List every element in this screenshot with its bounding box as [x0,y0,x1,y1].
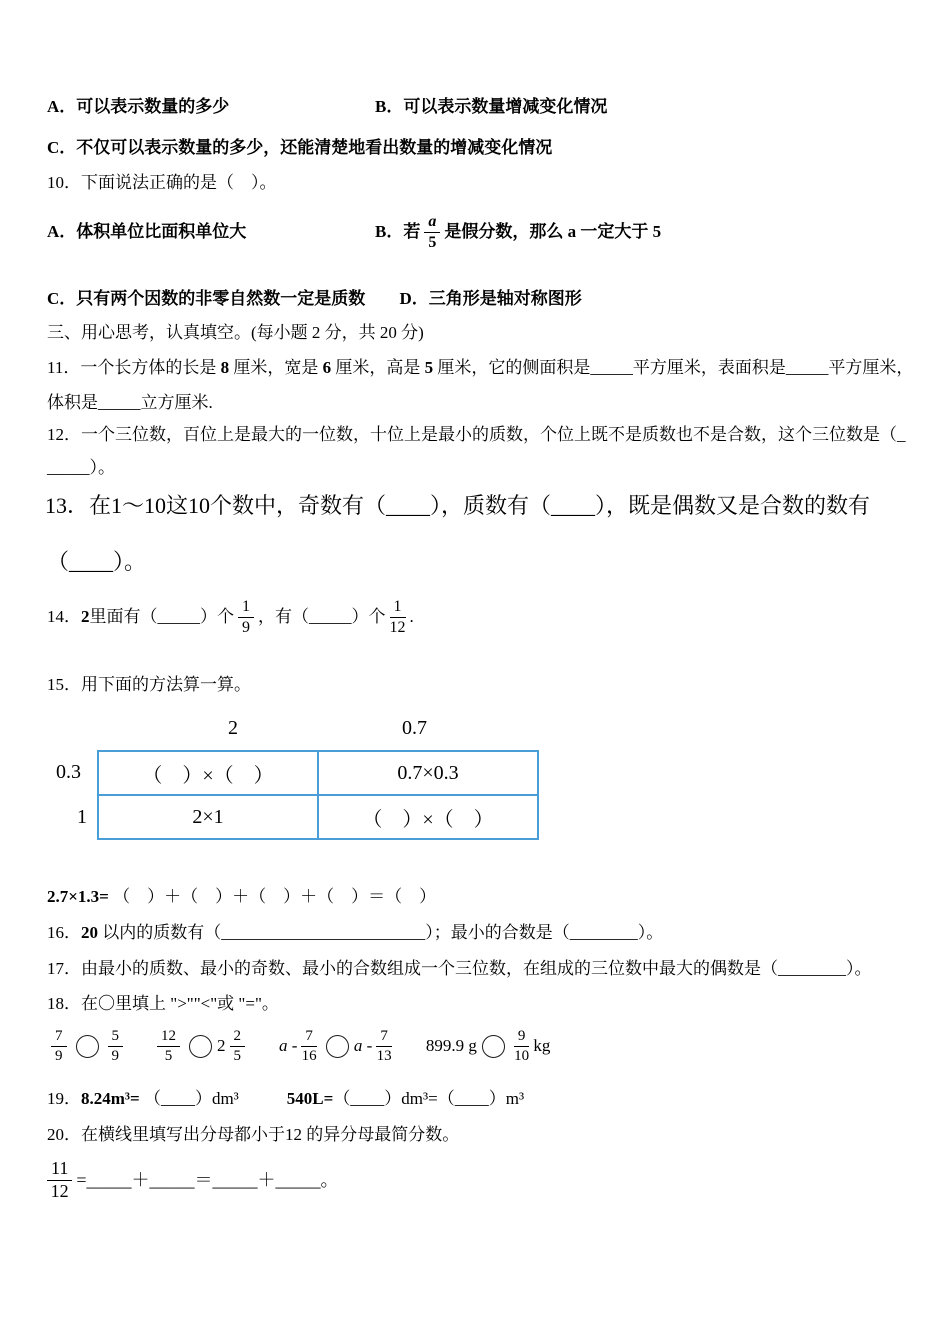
fraction-denominator: 12 [50,1180,69,1201]
fraction-denominator: 9 [55,1047,63,1064]
q10-option-c: C．只有两个因数的非零自然数一定是质数 [47,289,366,308]
q14 [47,591,414,643]
q11-text: 11．一个长方体的长是 [47,358,221,377]
q19-text-2: （____）dm³=（____）m³ [333,1089,525,1108]
q16-number: 16． [47,923,81,942]
q10-option-b-prefix: B．若 [375,222,421,242]
table-row-header-2: 1 [77,806,87,828]
fraction-numerator: 9 [514,1028,530,1047]
q14-period: . [409,607,414,627]
compare-circle [76,1035,99,1058]
q18-cmp3-left-expr: a - [279,1036,298,1056]
q14-text1: 里面有（_____）个 [89,607,234,627]
q11-line2: 体积是_____立方厘米. [47,393,213,412]
fraction-numerator: 7 [376,1028,392,1047]
q11-number-length: 8 [220,358,230,377]
q12-line1: 12．一个三位数，百位上是最大的一位数，十位上是最小的质数，个位上既不是质数也不是合数，这个三位数是（_ [47,425,906,444]
q13-line1: 13．在1～10这10个数中，奇数有（____），质数有（____），既是偶数又是合数的数有 [45,493,871,518]
table-col-header-2: 0.7 [402,717,427,739]
q11-text: 厘米，宽是 [229,358,323,377]
q14-number: 14． [47,607,81,627]
q18-cmp2-left-fraction [157,1028,180,1064]
q18-cmp4-right-fraction [514,1028,530,1064]
q18-cmp4-unit: kg [533,1036,551,1056]
q15-equation-rest: （ ）＋（ ）＋（ ）＋（ ）＝（ ） [113,887,437,906]
q16-value: 20 [81,923,98,942]
q20-fraction [47,1159,72,1202]
fraction-denominator: 13 [376,1047,392,1064]
fraction-numerator: 5 [108,1028,124,1047]
q18-cmp1-right-fraction [108,1028,124,1064]
q17: 17．由最小的质数、最小的奇数、最小的合数组成一个三位数，在组成的三位数中最大的偶数是（________）。 [47,959,872,978]
q14-text2: ，有（_____）个 [258,607,386,627]
q18-cmp2-right-fraction [230,1028,246,1064]
q10-option-b [375,206,661,258]
q11-line1 [47,357,913,378]
fraction-denominator: 16 [301,1047,317,1064]
q11-number-width: 6 [322,358,332,377]
fraction-denominator: 5 [233,1047,241,1064]
table-col-header-1: 2 [228,717,238,739]
q16-text: 以内的质数有（________________________）；最小的合数是（________）。 [98,923,664,942]
fraction-numerator: 7 [301,1028,317,1047]
q9-option-a: A．可以表示数量的多少 [47,97,230,116]
fraction-numerator: 2 [230,1028,246,1047]
q18-stem: 18．在〇里填上 ">""<"或 "="。 [47,994,279,1013]
q10-option-b-suffix: 是假分数，那么 a 一定大于 5 [444,222,662,242]
q11-number-height: 5 [424,358,434,377]
q12-line2: _____）。 [47,458,115,477]
fraction-numerator: 11 [47,1159,72,1181]
q18-cmp3-right-expr: a - [353,1036,373,1056]
fraction-numerator: 7 [51,1028,67,1047]
q19-value-1: 8.24m³= [81,1089,140,1108]
q9-option-b: B．可以表示数量增减变化情况 [375,97,608,116]
q13-line2: （____）。 [47,549,147,574]
fraction-numerator: 1 [390,598,406,618]
compare-circle [482,1035,505,1058]
q19-number: 19． [47,1089,81,1108]
method-table [97,750,539,840]
q11-text: 厘米，高是 [331,358,425,377]
fraction-denominator: 9 [111,1047,119,1064]
q18-cmp2-whole-number: 2 [217,1036,226,1056]
q15-stem: 15．用下面的方法算一算。 [47,675,251,694]
table-row [98,795,538,839]
table-row [98,751,538,795]
q18-cmp3-left-fraction [301,1028,317,1064]
q10-option-b-fraction [424,213,440,251]
fraction-denominator: 10 [514,1047,530,1064]
section-3-header: 三、用心思考，认真填空。(每小题 2 分，共 20 分) [47,323,424,342]
compare-circle [326,1035,349,1058]
q15-equation-lead: 2.7×1.3= [47,887,109,906]
q18-cmp3-right-fraction [376,1028,392,1064]
q20-stem: 20．在横线里填写出分母都小于12 的异分母最简分数。 [47,1125,460,1144]
q14-fraction-1 [238,598,254,636]
q9-option-c: C．不仅可以表示数量的多少，还能清楚地看出数量的增减变化情况 [47,138,553,157]
q19-text-1: （____）dm³ [139,1089,239,1108]
fraction-numerator: a [424,213,440,233]
q11-text: 厘米，它的侧面积是_____平方厘米，表面积是_____平方厘米， [433,358,914,377]
fraction-numerator: 1 [238,598,254,618]
fraction-numerator: 12 [157,1028,180,1047]
q14-fraction-2 [390,598,406,636]
q14-value: 2 [81,607,90,627]
table-row-header-1: 0.3 [56,761,81,783]
q10-options-cd [47,288,582,309]
q15-equation [47,886,436,907]
q10-option-a: A．体积单位比面积单位大 [47,222,247,242]
q20-blanks: =_____＋_____＝_____＋_____。 [76,1169,339,1190]
q16 [47,922,663,943]
q10-stem: 10．下面说法正确的是（ ）。 [47,173,277,192]
q20-answer-line [47,1152,339,1208]
q10-option-d: D．三角形是轴对称图形 [399,289,582,308]
compare-circle [189,1035,212,1058]
q18-cmp1-left-fraction [51,1028,67,1064]
fraction-denominator: 5 [428,233,437,251]
table-cell: 2×1 [98,795,318,839]
table-cell: 0.7×0.3 [318,751,538,795]
table-cell: （ ）×（ ） [98,751,318,795]
q18-cmp4-left-value: 899.9 g [425,1036,477,1056]
fraction-denominator: 12 [389,618,406,636]
fraction-denominator: 5 [164,1047,173,1064]
fraction-denominator: 9 [242,618,250,636]
q19 [47,1088,524,1109]
q19-value-2: 540L= [286,1089,334,1108]
q18-comparisons [47,1019,550,1073]
table-cell: （ ）×（ ） [318,795,538,839]
